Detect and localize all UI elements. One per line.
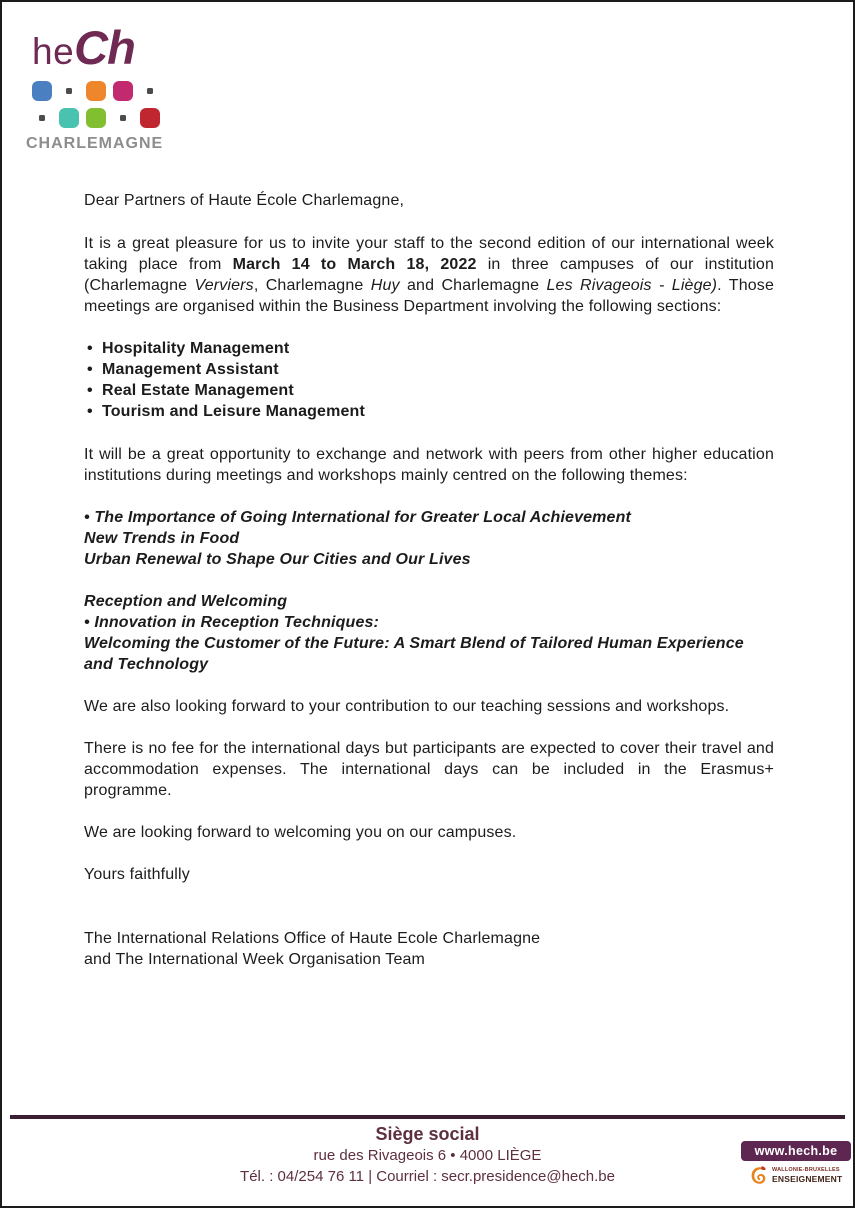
wbe-text	[772, 1168, 842, 1183]
invite-text: and Charlemagne	[399, 277, 547, 294]
wbe-enseignement-label: ENSEIGNEMENT	[772, 1173, 843, 1184]
paragraph-welcome: We are looking forward to welcoming you on our campuses.	[84, 824, 517, 841]
logo-square-blue	[32, 81, 52, 101]
hech-logo	[26, 21, 176, 153]
logo-dot	[147, 88, 153, 94]
theme-line: Reception and Welcoming	[84, 593, 288, 610]
wordmark-ch: Ch	[74, 21, 135, 74]
salutation: Dear Partners of Haute École Charlemagne,	[84, 192, 405, 209]
signature-line-1: The International Relations Office of Haute Ecole Charlemagne	[84, 930, 541, 947]
wbe-flame-icon	[750, 1165, 767, 1186]
list-item: • Tourism and Leisure Management	[84, 401, 774, 422]
campus-huy: Huy	[370, 277, 400, 294]
sections-list	[84, 338, 774, 422]
signature-block	[84, 928, 774, 970]
logo-dot	[66, 88, 72, 94]
logo-square-red	[140, 108, 160, 128]
list-item: • Management Assistant	[84, 359, 774, 380]
logo-square-teal	[59, 108, 79, 128]
wordmark-he: he	[32, 31, 75, 72]
logo-square-orange	[86, 81, 106, 101]
footer-contact-block	[2, 1123, 853, 1187]
footer-divider	[10, 1115, 845, 1119]
hech-wordmark	[32, 21, 176, 74]
footer-contact-line	[2, 1166, 853, 1187]
theme-line: • Innovation in Reception Techniques:	[84, 614, 380, 631]
themes-group-1	[84, 507, 774, 570]
logo-square-green	[86, 108, 106, 128]
invite-dates: March 14 to March 18, 2022	[232, 256, 477, 273]
invite-text: in three campuses of our institution (Charlemagne	[84, 256, 774, 294]
paragraph-opportunity: It will be a great opportunity to exchange and network with peers from other higher education institutions during meetings and workshops mainly centred on the following themes:	[84, 446, 774, 484]
theme-line: • The Importance of Going International for Greater Local Achievement	[84, 509, 632, 526]
paragraph-fees: There is no fee for the international days but participants are expected to cover their travel and accommodation expenses. The international days can be included in the Erasmus+ programme.	[84, 740, 774, 799]
invite-text: , Charlemagne	[253, 277, 371, 294]
closing: Yours faithfully	[84, 866, 190, 883]
campus-verviers: Verviers	[194, 277, 254, 294]
theme-line: Urban Renewal to Shape Our Cities and Our Lives	[84, 551, 471, 568]
letter-body	[84, 190, 774, 970]
footer-title: Siège social	[375, 1124, 480, 1144]
paragraph-contribution: We are also looking forward to your contribution to our teaching sessions and workshops.	[84, 698, 730, 715]
footer-email-link[interactable]: secr.presidence@hech.be	[441, 1168, 615, 1185]
wbe-region-label: WALLONIE-BRUXELLES	[772, 1167, 840, 1173]
invite-text: . Those meetings are organised within the Business Department involving the following sections:	[84, 277, 775, 315]
paragraph-invitation	[84, 233, 774, 317]
themes-group-2	[84, 591, 774, 675]
wbe-logo	[750, 1165, 842, 1186]
logo-dot	[120, 115, 126, 121]
website-badge[interactable]: www.hech.be	[741, 1141, 851, 1161]
theme-line: Welcoming the Customer of the Future: A Smart Blend of Tailored Human Experience and Technology	[84, 635, 744, 673]
list-item: • Hospitality Management	[84, 338, 774, 359]
invite-text: It is a great pleasure for us to invite your staff to the second edition of our international week taking place from	[84, 235, 774, 273]
campus-liege: Les Rivageois - Liège)	[546, 277, 718, 294]
footer-address: rue des Rivageois 6 • 4000 LIÈGE	[313, 1147, 542, 1164]
logo-square-magenta	[113, 81, 133, 101]
logo-name: CHARLEMAGNE	[26, 135, 164, 152]
signature-line-2: and The International Week Organisation Team	[84, 951, 426, 968]
theme-line: New Trends in Food	[84, 530, 240, 547]
logo-squares	[28, 77, 176, 131]
logo-dot	[39, 115, 45, 121]
footer-phone: Tél. : 04/254 76 11 | Courriel :	[240, 1168, 442, 1185]
list-item: • Real Estate Management	[84, 380, 774, 401]
